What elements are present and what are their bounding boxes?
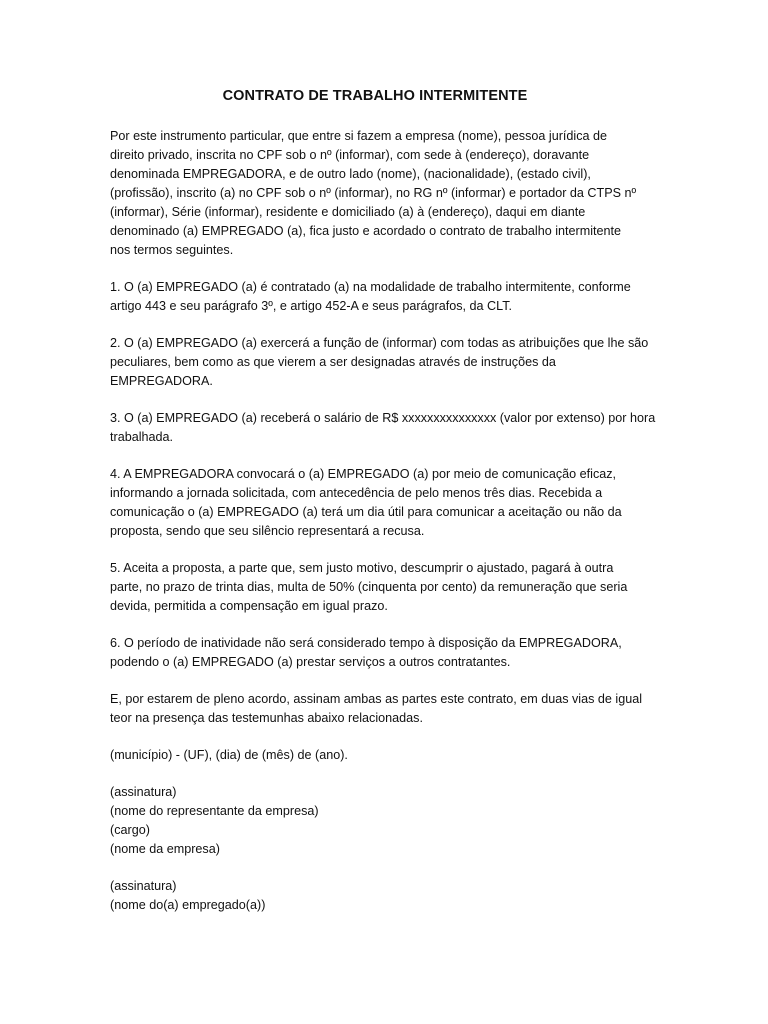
- text-line: podendo o (a) EMPREGADO (a) prestar serviços a outros contratantes.: [110, 655, 511, 669]
- position-line: (cargo): [110, 823, 150, 837]
- representative-name-line: (nome do representante da empresa): [110, 804, 319, 818]
- text-line: artigo 443 e seu parágrafo 3º, e artigo 452-A e seus parágrafos, da CLT.: [110, 299, 513, 313]
- signature-line: (assinatura): [110, 785, 177, 799]
- text-line: nos termos seguintes.: [110, 243, 234, 257]
- text-line: peculiares, bem como as que vierem a ser designadas através de instruções da: [110, 355, 556, 369]
- text-line: denominado (a) EMPREGADO (a), fica justo e acordado o contrato de trabalho intermitente: [110, 224, 622, 238]
- text-line: 4. A EMPREGADORA convocará o (a) EMPREGADO (a) por meio de comunicação eficaz,: [110, 467, 617, 481]
- text-line: 3. O (a) EMPREGADO (a) receberá o salário de R$ xxxxxxxxxxxxxxx (valor por extenso) por hora: [110, 411, 656, 425]
- text-line: (informar), Série (informar), residente e domiciliado (a) à (endereço), daqui em diante: [110, 205, 586, 219]
- text-line: 1. O (a) EMPREGADO (a) é contratado (a) na modalidade de trabalho intermitente, conforme: [110, 280, 631, 294]
- place-date: [110, 746, 660, 765]
- text-line: 6. O período de inatividade não será considerado tempo à disposição da EMPREGADORA,: [110, 636, 622, 650]
- clause-5: [110, 559, 660, 616]
- text-line: 2. O (a) EMPREGADO (a) exercerá a função de (informar) com todas as atribuições que lhe são: [110, 336, 649, 350]
- text-line: proposta, sendo que seu silêncio representará a recusa.: [110, 524, 425, 538]
- clause-2: [110, 334, 660, 391]
- employee-name-line: (nome do(a) empregado(a)): [110, 898, 266, 912]
- document-body: [110, 127, 660, 933]
- text-line: E, por estarem de pleno acordo, assinam ambas as partes este contrato, em duas vias de igual: [110, 692, 643, 706]
- text-line: denominada EMPREGADORA, e de outro lado (nome), (nacionalidade), (estado civil),: [110, 167, 591, 181]
- text-line: direito privado, inscrita no CPF sob o nº (informar), com sede à (endereço), doravante: [110, 148, 590, 162]
- text-line: 5. Aceita a proposta, a parte que, sem justo motivo, descumprir o ajustado, pagará à outra: [110, 561, 614, 575]
- text-line: teor na presença das testemunhas abaixo relacionadas.: [110, 711, 423, 725]
- text-line: (profissão), inscrito (a) no CPF sob o nº (informar), no RG nº (informar) e portador da CTPS nº: [110, 186, 637, 200]
- employer-signature-block: [110, 783, 660, 859]
- text-line: informando a jornada solicitada, com antecedência de pelo menos três dias. Recebida a: [110, 486, 603, 500]
- text-line: devida, permitida a compensação em igual prazo.: [110, 599, 388, 613]
- employee-signature-block: [110, 877, 660, 915]
- text-line: comunicação o (a) EMPREGADO (a) terá um dia útil para comunicar a aceitação ou não da: [110, 505, 622, 519]
- preamble-paragraph: [110, 127, 660, 260]
- closing-paragraph: [110, 690, 660, 728]
- clause-6: [110, 634, 660, 672]
- place-date-line: (município) - (UF), (dia) de (mês) de (ano).: [110, 748, 348, 762]
- clause-3: [110, 409, 660, 447]
- clause-1: [110, 278, 660, 316]
- text-line: trabalhada.: [110, 430, 174, 444]
- clause-4: [110, 465, 660, 541]
- text-line: Por este instrumento particular, que entre si fazem a empresa (nome), pessoa jurídica de: [110, 129, 607, 143]
- text-line: EMPREGADORA.: [110, 374, 213, 388]
- signature-line: (assinatura): [110, 879, 177, 893]
- text-line: parte, no prazo de trinta dias, multa de 50% (cinquenta por cento) da remuneração que seria: [110, 580, 628, 594]
- document-title: CONTRATO DE TRABALHO INTERMITENTE: [222, 88, 528, 104]
- company-name-line: (nome da empresa): [110, 842, 220, 856]
